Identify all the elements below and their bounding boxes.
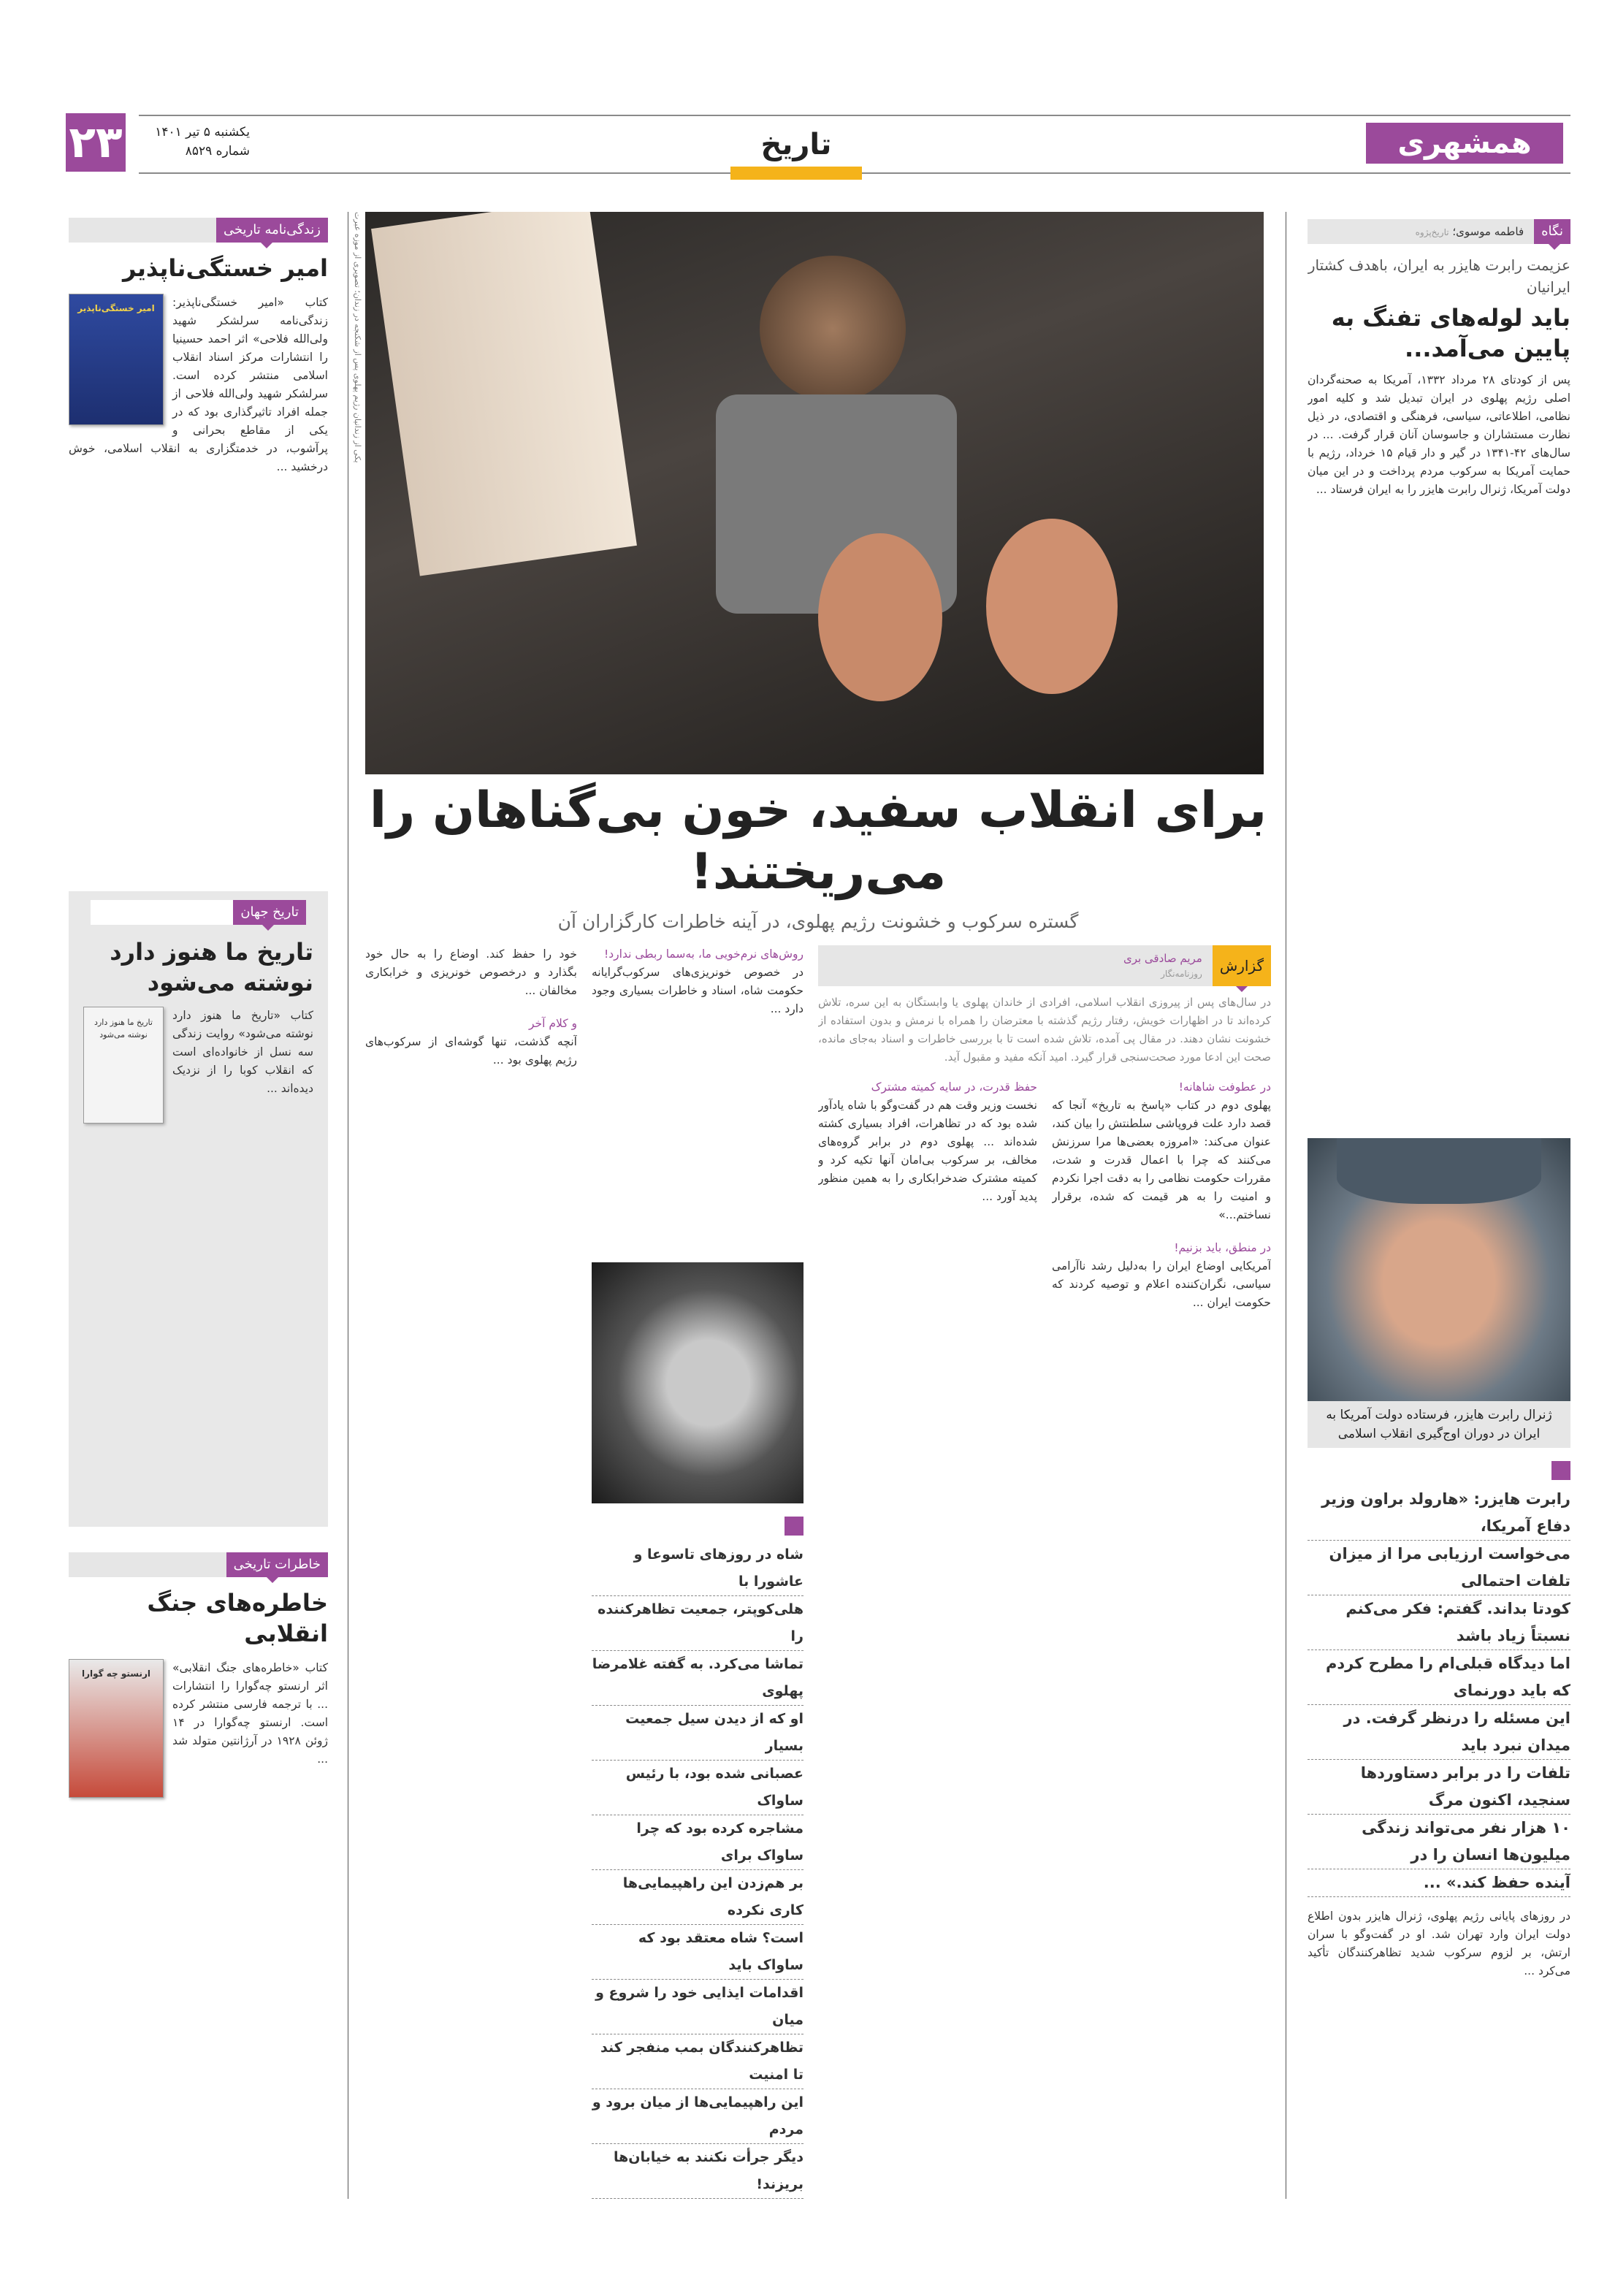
hayser-quote — [1308, 1486, 1570, 1897]
memoirs-body: کتاب «خاطره‌های جنگ انقلابی» اثر ارنستو چه‌گوارا را انتشارات ... با ترجمه فارسی منتشر کرده است. ارنستو چه‌گوارا در ۱۴ ژوئن ۱۹۲۸ در آرژانتین متولد شد ... — [172, 1661, 328, 1766]
quote-line: است؟ شاه معتقد بود که ساواک باید — [592, 1925, 804, 1980]
main-article — [365, 780, 1271, 2199]
biography-tag-bar — [69, 218, 328, 243]
quote-line: آینده حفظ کند.» ... — [1308, 1869, 1570, 1897]
quote-marker — [785, 1517, 804, 1536]
article-columns — [365, 945, 1271, 2199]
world-history-title: تاریخ ما هنوز دارد نوشته می‌شود — [110, 938, 313, 996]
article-column-2 — [818, 1078, 1037, 2199]
main-photo-side-caption: یکی از زندانیان رژیم پهلوی پس از شکنجه در زندان؛ تصویری از موزه عبرت — [353, 212, 362, 463]
column-text: آمریکایی اوضاع ایران را به‌دلیل رشد ناآرامی سیاسی، نگران‌کننده اعلام و توصیه کردند که حکومت ایران ... — [1052, 1259, 1271, 1309]
memoirs-tag-bar — [69, 1552, 328, 1577]
report-lead: در سال‌های پس از پیروزی انقلاب اسلامی، افرادی از خاندان پهلوی یا وابستگان به این سره، تلاش کرده‌اند تا در اظهارات خویش، رفتار رژیم گذشته با معترضان را همراه با نرمش و بدون استفاده از خشونت نشان دهند. در مقال پی آمده، تلاش شده است تا با بررسی خاطرات و اسناد به‌جای مانده، صحت این ادعا مورد صحت‌سنجی قرار گیرد. امید آنکه مفید و مقبول آید. — [818, 996, 1271, 1064]
quote-line: هلی‌کوپتر، جمعیت تظاهرکننده را — [592, 1596, 804, 1651]
quote-line: این مسئله را درنظر گرفت. در میدان نبرد باید — [1308, 1705, 1570, 1760]
commentary-tag-bar — [1308, 219, 1570, 244]
quote-line: او که از دیدن سیل جمعیت بسیار — [592, 1706, 804, 1761]
commentary-body-continued: در روزهای پایانی رژیم پهلوی، ژنرال هایزر بدون اطلاع دولت ایران وارد تهران شد. او در گفت‌وگو با سران ارتش، بر لزوم سرکوب شدید تظاهرکنندگان تأکید می‌کرد ... — [1308, 1910, 1570, 1977]
column-text: پهلوی دوم در کتاب «پاسخ به تاریخ» آنجا که قصد دارد علت فروپاشی سلطنتش را بیان کند، عنوان می‌کند: «امروزه بعضی‌ها مرا سرزنش می‌کنند که چرا با اعمال قدرت و شدت، مقررات حکومت نظامی را به دقت اجرا نکردم و امنیت را به هر قیمت که شده، برقرار نساختم...» — [1052, 1099, 1271, 1221]
author-name: فاطمه موسوی؛ — [1452, 224, 1524, 238]
quote-marker — [1551, 1461, 1570, 1480]
quote-line: تلفات را در برابر دستاوردها سنجید، اکنون مرگ — [1308, 1760, 1570, 1815]
column-subhead: حفظ قدرت، در سایه کمیته مشترک — [871, 1080, 1037, 1094]
header-bottom-rule — [139, 172, 730, 174]
article-right-group — [818, 945, 1271, 2199]
commentary-kicker: عزیمت رابرت هایزر به ایران، باهدف کشتار ایرانیان — [1308, 256, 1570, 296]
column-text: در خصوص خونریزی‌های سرکوب‌گرایانه حکومت شاه، اسناد و خاطرات بسیاری وجود دارد ... — [592, 966, 804, 1015]
prisoner-head-shape — [760, 256, 906, 402]
commentary-tag: نگاه — [1534, 219, 1570, 244]
report-byline-bar — [818, 945, 1271, 986]
article-column-3-group — [592, 945, 804, 2199]
reporter-name: مریم صادقی بری — [1123, 951, 1202, 965]
issue-number: شماره ۸۵۲۹ — [185, 144, 250, 159]
memoirs-title: خاطره‌های جنگ انقلابی — [147, 1589, 328, 1647]
article-column-4 — [365, 945, 577, 2199]
page-number: ۲۳ — [66, 113, 126, 172]
foot-left-shape — [818, 533, 942, 701]
quote-line: اقدامات ایذایی خود را شروع و میان — [592, 1980, 804, 2034]
quote-line: بر هم‌زدن این راهپیمایی‌ها کاری نکرده — [592, 1870, 804, 1925]
quote-line: اما دیدگاه قبلی‌ام را مطرح کردم که باید دورنمای — [1308, 1650, 1570, 1705]
commentary-title: باید لوله‌های تفنگ به پایین می‌آمد... — [1331, 304, 1570, 362]
biography-title: امیر خستگی‌ناپذیر — [122, 254, 328, 282]
book-cover-che-guevara: ارنستو چه گوارا — [69, 1659, 164, 1798]
military-cap-shape — [1337, 1138, 1541, 1204]
foot-right-shape — [986, 519, 1118, 694]
main-headline: برای انقلاب سفید، خون بی‌گناهان را می‌ریختند! — [369, 782, 1267, 901]
section-bar — [730, 167, 862, 180]
header-top-rule — [139, 115, 1570, 116]
quote-line: مشاجره کرده بود که چرا ساواک برای — [592, 1815, 804, 1870]
quote-line: شاه در روزهای تاسوعا و عاشورا با — [592, 1541, 804, 1596]
biography-section — [69, 218, 328, 868]
world-history-box — [69, 891, 328, 1527]
reporter-role: روزنامه‌نگار — [1161, 968, 1202, 979]
article-column-1 — [1052, 1078, 1271, 2199]
commentary-body: پس از کودتای ۲۸ مرداد ۱۳۳۲، آمریکا به صحنه‌گردان اصلی رژیم پهلوی در ایران تبدیل شد و کلیه امور نظامی، اطلاعاتی، سیاسی، فرهنگی و اقتصادی، در ذیل نظارت مستشاران و جاسوسان آنان قرار گرفت. ... در سال‌های ۴۲-۱۳۴۱ در گیر و دار قیام ۱۵ خرداد، رژیم با حمایت آمریکا به سرکوب مردم پرداخت و در این میان دولت آمریکا، ژنرال رابرت هایزر را به ایران فرستاد ... — [1308, 373, 1570, 496]
book-cover-falahi: امیر خستگی‌ناپذیر — [69, 294, 164, 425]
quote-line: این راهپیمایی‌ها از میان برود و مردم — [592, 2089, 804, 2144]
column-subhead: و کلام آخر — [528, 1017, 577, 1030]
issue-info — [133, 123, 250, 161]
memoirs-text — [69, 1659, 328, 2199]
column-text: نخست وزیر وقت هم در گفت‌وگو با شاه یادآور شده بود که در تظاهرات، افراد بسیاری کشته شده‌اند ... پهلوی دوم در برابر گروه‌های مخالف، بر سرکوب بی‌امان آنها تکیه کرد و کمیته مشترک ضدخرابکاری را به همین منظور پدید آورد ... — [818, 1099, 1037, 1203]
section-title: تاریخ — [760, 128, 832, 161]
arm-shape — [371, 212, 637, 576]
biography-body: کتاب «امیر خستگی‌ناپذیر: زندگی‌نامه سرلشکر شهید ولی‌الله فلاحی» اثر احمد حسینیا را انتشارات مرکز اسناد انقلاب اسلامی منتشر کرده است. سرلشکر شهید ولی‌الله فلاحی از جمله افراد تاثیرگذاری بود که در یکی از مقاطع بحرانی و پرآشوب، در خدمتگزاری به انقلاب اسلامی، خوش درخشید ... — [69, 296, 328, 473]
world-history-body: کتاب «تاریخ ما هنوز دارد نوشته می‌شود» روایت زندگی سه نسل از خانواده‌ای است که انقلاب کوبا را از نزدیک دیده‌اند ... — [172, 1009, 313, 1095]
quote-line: تماشا می‌کرد. به گفته غلامرضا پهلوی — [592, 1651, 804, 1706]
column-subhead: در منطق، باید بزنیم! — [1174, 1241, 1271, 1254]
shah-portrait-photo — [592, 1262, 804, 1503]
shah-quote — [592, 1541, 804, 2199]
quote-line: رابرت هایزر: «هارولد براون وزیر دفاع آمریکا، — [1308, 1486, 1570, 1541]
issue-date: یکشنبه ۵ تیر ۱۴۰۱ — [155, 125, 250, 140]
world-history-tag: تاریخ جهان — [233, 900, 306, 925]
book-cover-cuba: تاریخ ما هنوز دارد نوشته می‌شود — [83, 1007, 164, 1124]
reporter — [1113, 951, 1213, 981]
quote-line: کودتا بداند. گفتم: فکر می‌کنم نسبتاً زیاد باشد — [1308, 1595, 1570, 1650]
quote-line: می‌خواست ارزیابی مرا از میزان تلفات احتمالی — [1308, 1541, 1570, 1595]
world-history-tag-bar — [91, 900, 306, 925]
report-tag: گزارش — [1213, 945, 1271, 986]
article-subcolumns — [818, 1078, 1271, 2199]
biography-text — [69, 294, 328, 868]
hayser-photo — [1308, 1138, 1570, 1401]
quote-line: عصبانی شده بود، با رئیس ساواک — [592, 1761, 804, 1815]
quote-line: ۱۰ هزار نفر می‌تواند زندگی میلیون‌ها انسان را در — [1308, 1815, 1570, 1869]
commentary-byline — [1405, 224, 1534, 240]
header-bottom-rule — [862, 172, 1570, 174]
column-text: آنچه گذشت، تنها گوشه‌ای از سرکوب‌های رژیم پهلوی بود ... — [365, 1035, 577, 1067]
column-subhead: در عطوفت شاهانه! — [1178, 1080, 1271, 1094]
column-subhead: روش‌های نرم‌خویی ما، به‌سما ربطی ندارد! — [604, 947, 804, 961]
author-role: تاریخ‌پژوه — [1415, 226, 1449, 237]
right-column — [1308, 219, 1570, 2199]
main-photo-torture-victim — [365, 212, 1264, 774]
quote-line: تظاهرکنندگان بمب منفجر کند تا امنیت — [592, 2034, 804, 2089]
article-column-3 — [592, 945, 804, 1255]
newspaper-logo: همشهری — [1366, 123, 1563, 164]
main-subtitle: گستره سرکوب و خشونت رژیم پهلوی، در آینه خاطرات کارگزاران آن — [557, 911, 1079, 932]
hayser-photo-caption: ژنرال رابرت هایزر، فرستاده دولت آمریکا به ایران در دوران اوج‌گیری انقلاب اسلامی — [1308, 1401, 1570, 1448]
column-text: خود را حفظ کند. اوضاع را به حال خود بگذارد و درخصوص خونریزی و خرابکاری مخالفان ... — [365, 947, 577, 997]
quote-line: دیگر جرأت نکنند به خیابان‌ها بریزند! — [592, 2144, 804, 2199]
biography-tag: زندگی‌نامه تاریخی — [216, 218, 328, 243]
world-history-text — [83, 1007, 313, 1512]
memoirs-section — [69, 1552, 328, 2199]
memoirs-tag: خاطرات تاریخی — [226, 1552, 328, 1577]
